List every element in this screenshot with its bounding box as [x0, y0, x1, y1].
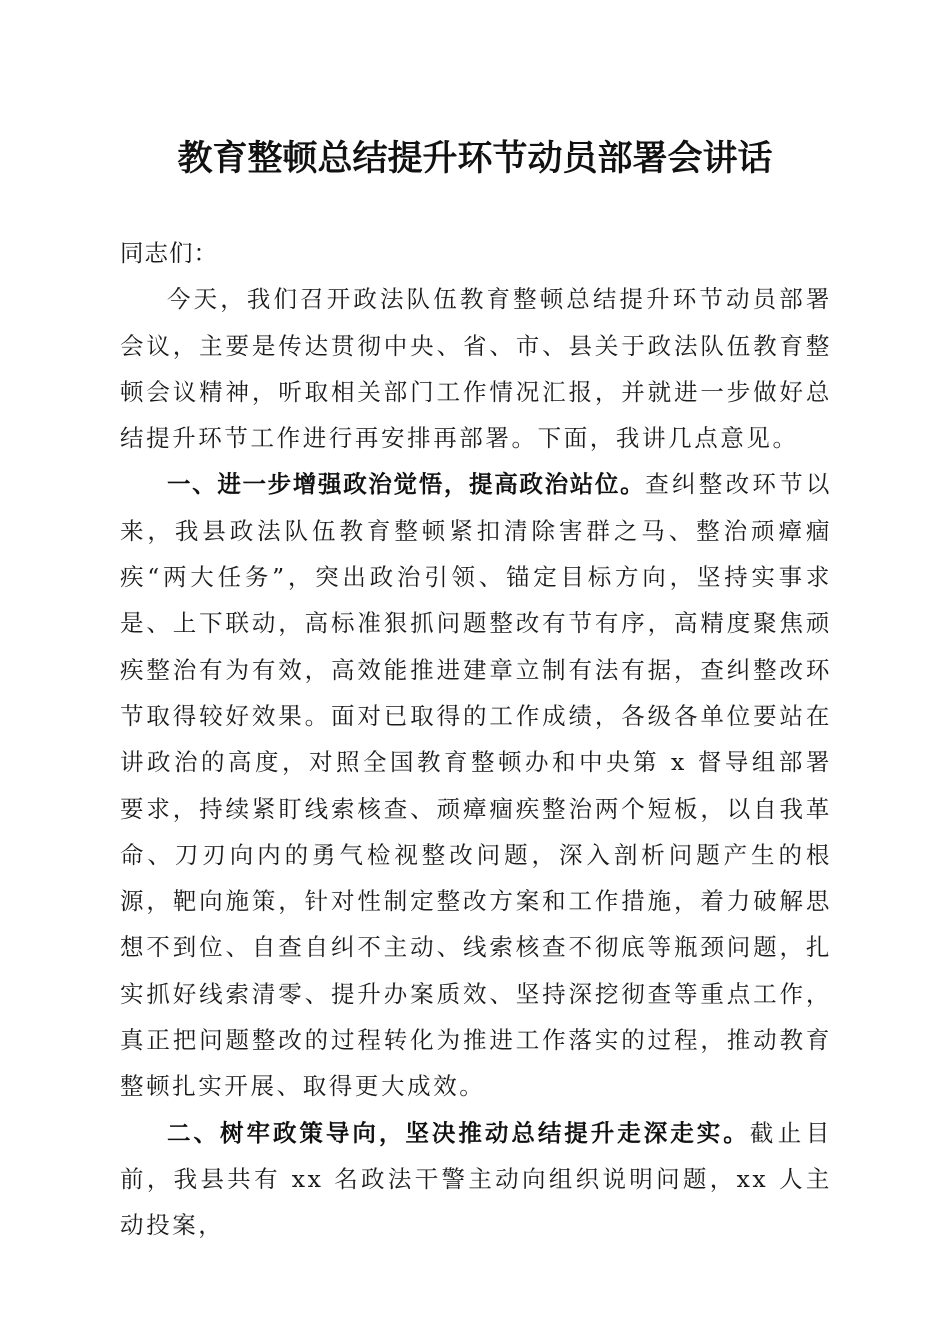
section-2-body: 截止目前，我县共有 xx 名政法干警主动向组织说明问题，xx 人主动投案， — [120, 1118, 832, 1240]
section-1-heading: 一、进一步增强政治觉悟，提高政治站位。 — [167, 470, 646, 499]
document-title: 教育整顿总结提升环节动员部署会讲话 — [177, 138, 773, 179]
document-body — [120, 230, 832, 1249]
section-1-body: 查纠整改环节以来，我县政法队伍教育整顿紧扣清除害群之马、整治顽瘴痼疾“两大任务”，突出政治引领、锚定目标方向，坚持实事求是、上下联动，高标准狠抓问题整改有节有序，高精度聚焦顽疾整治有为有效，高效能推进建章立制有法有据，查纠整改环节取得较好效果。面对已取得的工作成绩，各级各单位要站在讲政治的高度，对照全国教育整顿办和中央第 x 督导组部署要求，持续紧盯线索核查、顽瘴痼疾整治两个短板，以自我革命、刀刃向内的勇气检视整改问题，深入剖析问题产生的根源，靶向施策，针对性制定整改方案和工作措施，着力破解思想不到位、自查自纠不主动、线索核查不彻底等瓶颈问题，扎实抓好线索清零、提升办案质效、坚持深挖彻查等重点工作，真正把问题整改的过程转化为推进工作落实的过程，推动教育整顿扎实开展、取得更大成效。 — [120, 470, 832, 1101]
intro-paragraph: 今天，我们召开政法队伍教育整顿总结提升环节动员部署会议，主要是传达贯彻中央、省、市、县关于政法队伍教育整顿会议精神，听取相关部门工作情况汇报，并就进一步做好总结提升环节工作进行再安排再部署。下面，我讲几点意见。 — [120, 285, 832, 453]
section-2-heading: 二、树牢政策导向，坚决推动总结提升走深走实。 — [167, 1118, 750, 1147]
section-2-paragraph — [120, 1110, 832, 1249]
section-1-paragraph — [120, 461, 832, 1109]
salutation: 同志们： — [120, 239, 218, 267]
